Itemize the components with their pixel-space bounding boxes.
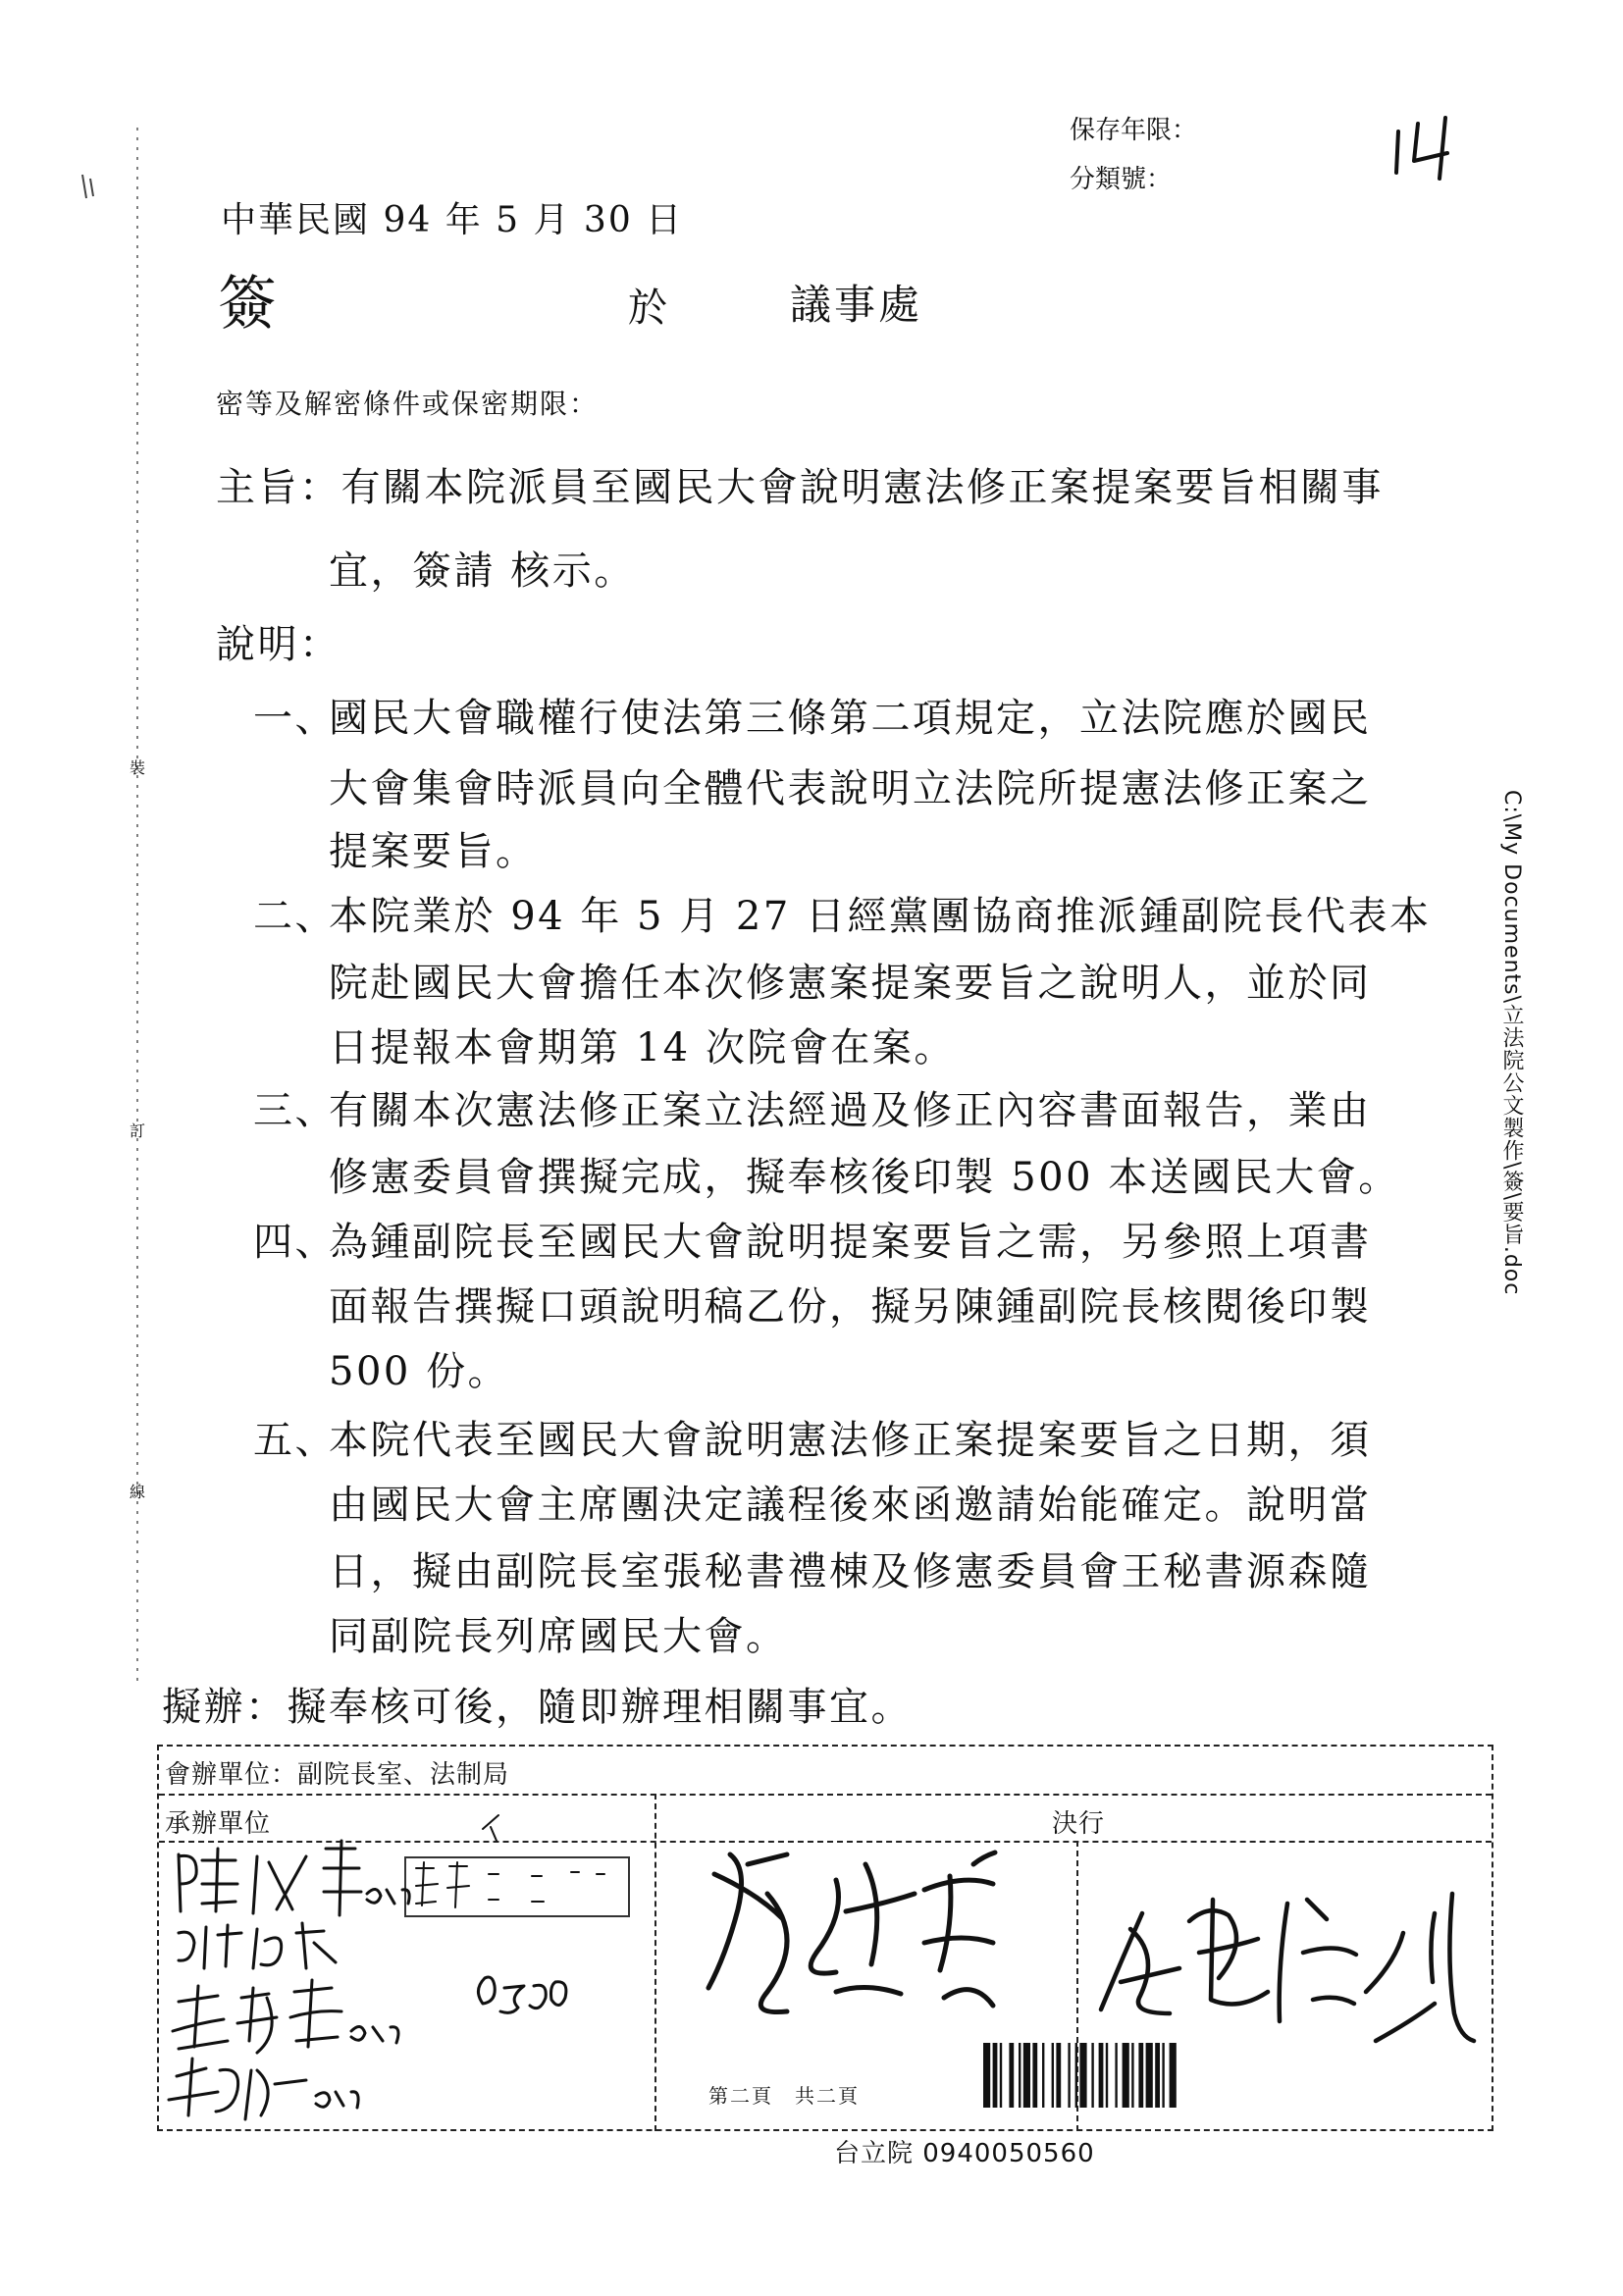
item-5-line-2: 由國民大會主席團決定議程後來函邀請始能確定。說明當 (329, 1483, 1372, 1528)
proposal-text: 擬辦：擬奉核可後，隨即辦理相關事宜。 (162, 1685, 913, 1730)
staff-handwriting (169, 1841, 409, 2119)
item-2-line-3: 日提報本會期第 14 次院會在案。 (329, 1025, 956, 1070)
item-1-line-3: 提案要旨。 (329, 829, 538, 874)
memo-type: 簽 (218, 270, 277, 339)
memo-department: 議事處 (790, 281, 923, 329)
binding-mark-xian: 線 (130, 1483, 146, 1501)
co-units-label: 會辦單位：副院長室、法制局 (165, 1760, 510, 1790)
item-2-line-2: 院赴國民大會擔任本次修憲案提案要旨之說明人，並於同 (329, 961, 1372, 1006)
subject-line-2: 宜，簽請 核示。 (329, 548, 636, 594)
retention-label: 保存年限： (1070, 116, 1198, 145)
classification-label: 分類號： (1070, 165, 1173, 194)
subject-line-1: 主旨：有關本院派員至國民大會說明憲法修正案提案要旨相關事 (216, 465, 1384, 510)
barcode (979, 2041, 1274, 2110)
page-number: 第二頁 共二頁 (708, 2084, 860, 2108)
handwritten-folio-number (1388, 110, 1467, 188)
item-number-1: 一、 (253, 696, 337, 741)
header-meta (1070, 106, 1197, 204)
file-path-footer: C:\My Documents\立法院公文製作\簽\要旨.doc (1499, 790, 1524, 1296)
undertaking-unit-label: 承辦單位 (165, 1809, 272, 1839)
binding-mark-zhuang: 裝 (130, 758, 146, 777)
handwritten-signatures (159, 1747, 1495, 2133)
tick-mark (483, 1815, 498, 1841)
item-2-line-1: 本院業於 94 年 5 月 27 日經黨團協商推派鍾副院長代表本 (329, 894, 1432, 939)
item-4-line-2: 面報告撰擬口頭說明稿乙份，擬另陳鍾副院長核閱後印製 (329, 1284, 1372, 1330)
decision-label: 決行 (1052, 1809, 1106, 1839)
item-4-line-3: 500 份。 (329, 1349, 510, 1394)
item-number-3: 三、 (253, 1088, 337, 1133)
item-5-line-1: 本院代表至國民大會說明憲法修正案提案要旨之日期，須 (329, 1418, 1372, 1463)
item-3-line-2: 修憲委員會撰擬完成，擬奉核後印製 500 本送國民大會。 (329, 1155, 1400, 1200)
item-1-line-2: 大會集會時派員向全體代表說明立法院所提憲法修正案之 (329, 766, 1372, 811)
item-number-5: 五、 (253, 1418, 337, 1463)
approval-form-box (157, 1745, 1493, 2131)
document-date: 中華民國 94 年 5 月 30 日 (221, 200, 684, 240)
barcode-number: 台立院 0940050560 (834, 2139, 1095, 2168)
item-number-4: 四、 (253, 1220, 337, 1265)
binding-margin-line (0, 0, 157, 2296)
binding-mark-ding: 訂 (130, 1122, 146, 1140)
handwritten-date-0530 (478, 1977, 565, 2012)
secrecy-label: 密等及解密條件或保密期限： (216, 388, 600, 420)
item-5-line-3: 日，擬由副院長室張秘書禮棟及修憲委員會王秘書源森隨 (329, 1549, 1372, 1594)
item-1-line-1: 國民大會職權行使法第三條第二項規定，立法院應於國民 (329, 696, 1372, 741)
item-5-line-4: 同副院長列席國民大會。 (329, 1614, 788, 1659)
item-number-2: 二、 (253, 894, 337, 939)
item-3-line-1: 有關本次憲法修正案立法經過及修正內容書面報告，業由 (329, 1088, 1372, 1133)
stamp-lettering (416, 1862, 604, 1907)
signature-2 (1101, 1894, 1474, 2041)
item-4-line-1: 為鍾副院長至國民大會說明提案要旨之需，另參照上項書 (329, 1220, 1372, 1265)
memo-at: 於 (628, 286, 667, 331)
explanation-label: 說明： (216, 622, 341, 667)
signature-1 (708, 1852, 995, 2012)
